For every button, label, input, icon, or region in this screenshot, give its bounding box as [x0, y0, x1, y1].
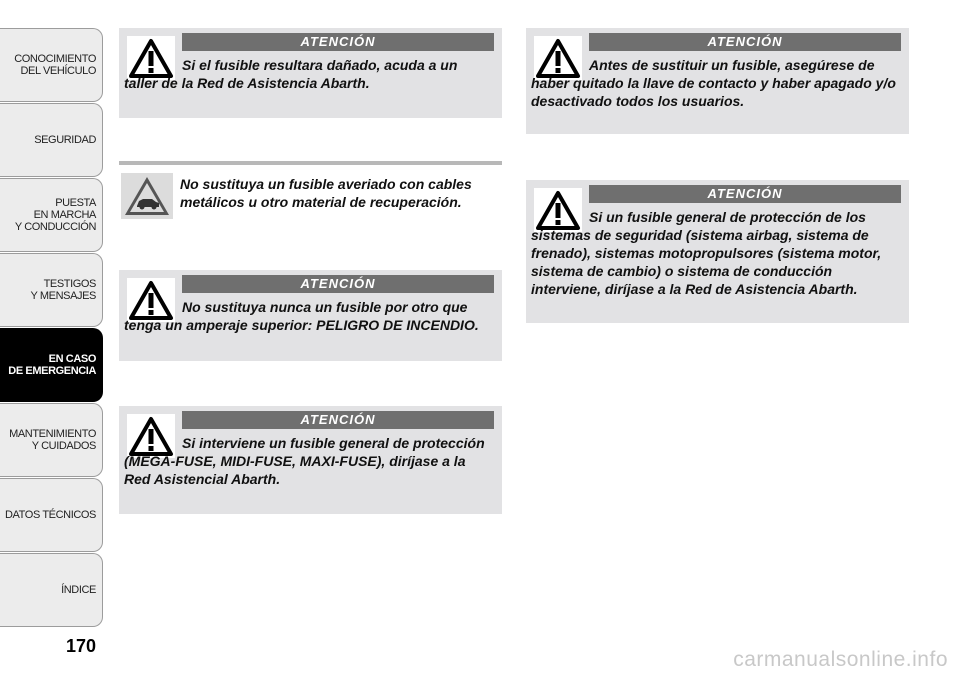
tab-conocimiento[interactable]: CONOCIMIENTO DEL VEHÍCULO [0, 28, 103, 102]
warning-text: Si un fusible general de protección de los sistemas de seguridad (sistema airbag, sistema de frenado), sistemas motopropulsores (sistema motor, sistema de cambio) o sistema de conducción interviene, diríjase a la Red de Asistencia Abarth. [531, 209, 882, 297]
warning-heading: ATENCIÓN [182, 275, 494, 293]
warning-text: Si interviene un fusible general de protección (MEGA-FUSE, MIDI-FUSE, MAXI-FUSE), diríjase a la Red Asistencial Abarth. [124, 435, 485, 487]
warning-box-3 [119, 406, 502, 514]
page-number: 170 [66, 636, 97, 656]
note-divider [119, 161, 502, 165]
tab-puesta-en-marcha[interactable]: PUESTA EN MARCHA Y CONDUCCIÓN [0, 178, 103, 252]
tab-testigos[interactable]: TESTIGOS Y MENSAJES [0, 253, 103, 327]
tab-indice[interactable]: ÍNDICE [0, 553, 103, 627]
warning-heading: ATENCIÓN [182, 33, 494, 51]
warning-heading: ATENCIÓN [589, 33, 901, 51]
note-text: No sustituya un fusible averiado con cables metálicos u otro material de recuperación. [180, 176, 472, 210]
tab-mantenimiento[interactable]: MANTENIMIENTO Y CUIDADOS [0, 403, 103, 477]
tab-seguridad[interactable]: SEGURIDAD [0, 103, 103, 177]
warning-box-4 [526, 28, 909, 134]
warning-text: Si el fusible resultara dañado, acuda a un taller de la Red de Asistencia Abarth. [124, 57, 458, 91]
warning-box-1 [119, 28, 502, 118]
warning-text: No sustituya nunca un fusible por otro que tenga un amperaje superior: PELIGRO DE INCENDIO. [124, 299, 479, 333]
warning-box-5 [526, 180, 909, 323]
warning-text: Antes de sustituir un fusible, asegúrese de haber quitado la llave de contacto y haber apagado y/o desactivado todos los usuarios. [531, 57, 896, 109]
tab-datos-tecnicos[interactable]: DATOS TÉCNICOS [0, 478, 103, 552]
watermark: carmanualsonline.info [733, 648, 948, 671]
tab-emergencia[interactable]: EN CASO DE EMERGENCIA [0, 328, 103, 402]
car-warning-icon [121, 173, 173, 219]
warning-heading: ATENCIÓN [589, 185, 901, 203]
warning-heading: ATENCIÓN [182, 411, 494, 429]
warning-box-2 [119, 270, 502, 361]
